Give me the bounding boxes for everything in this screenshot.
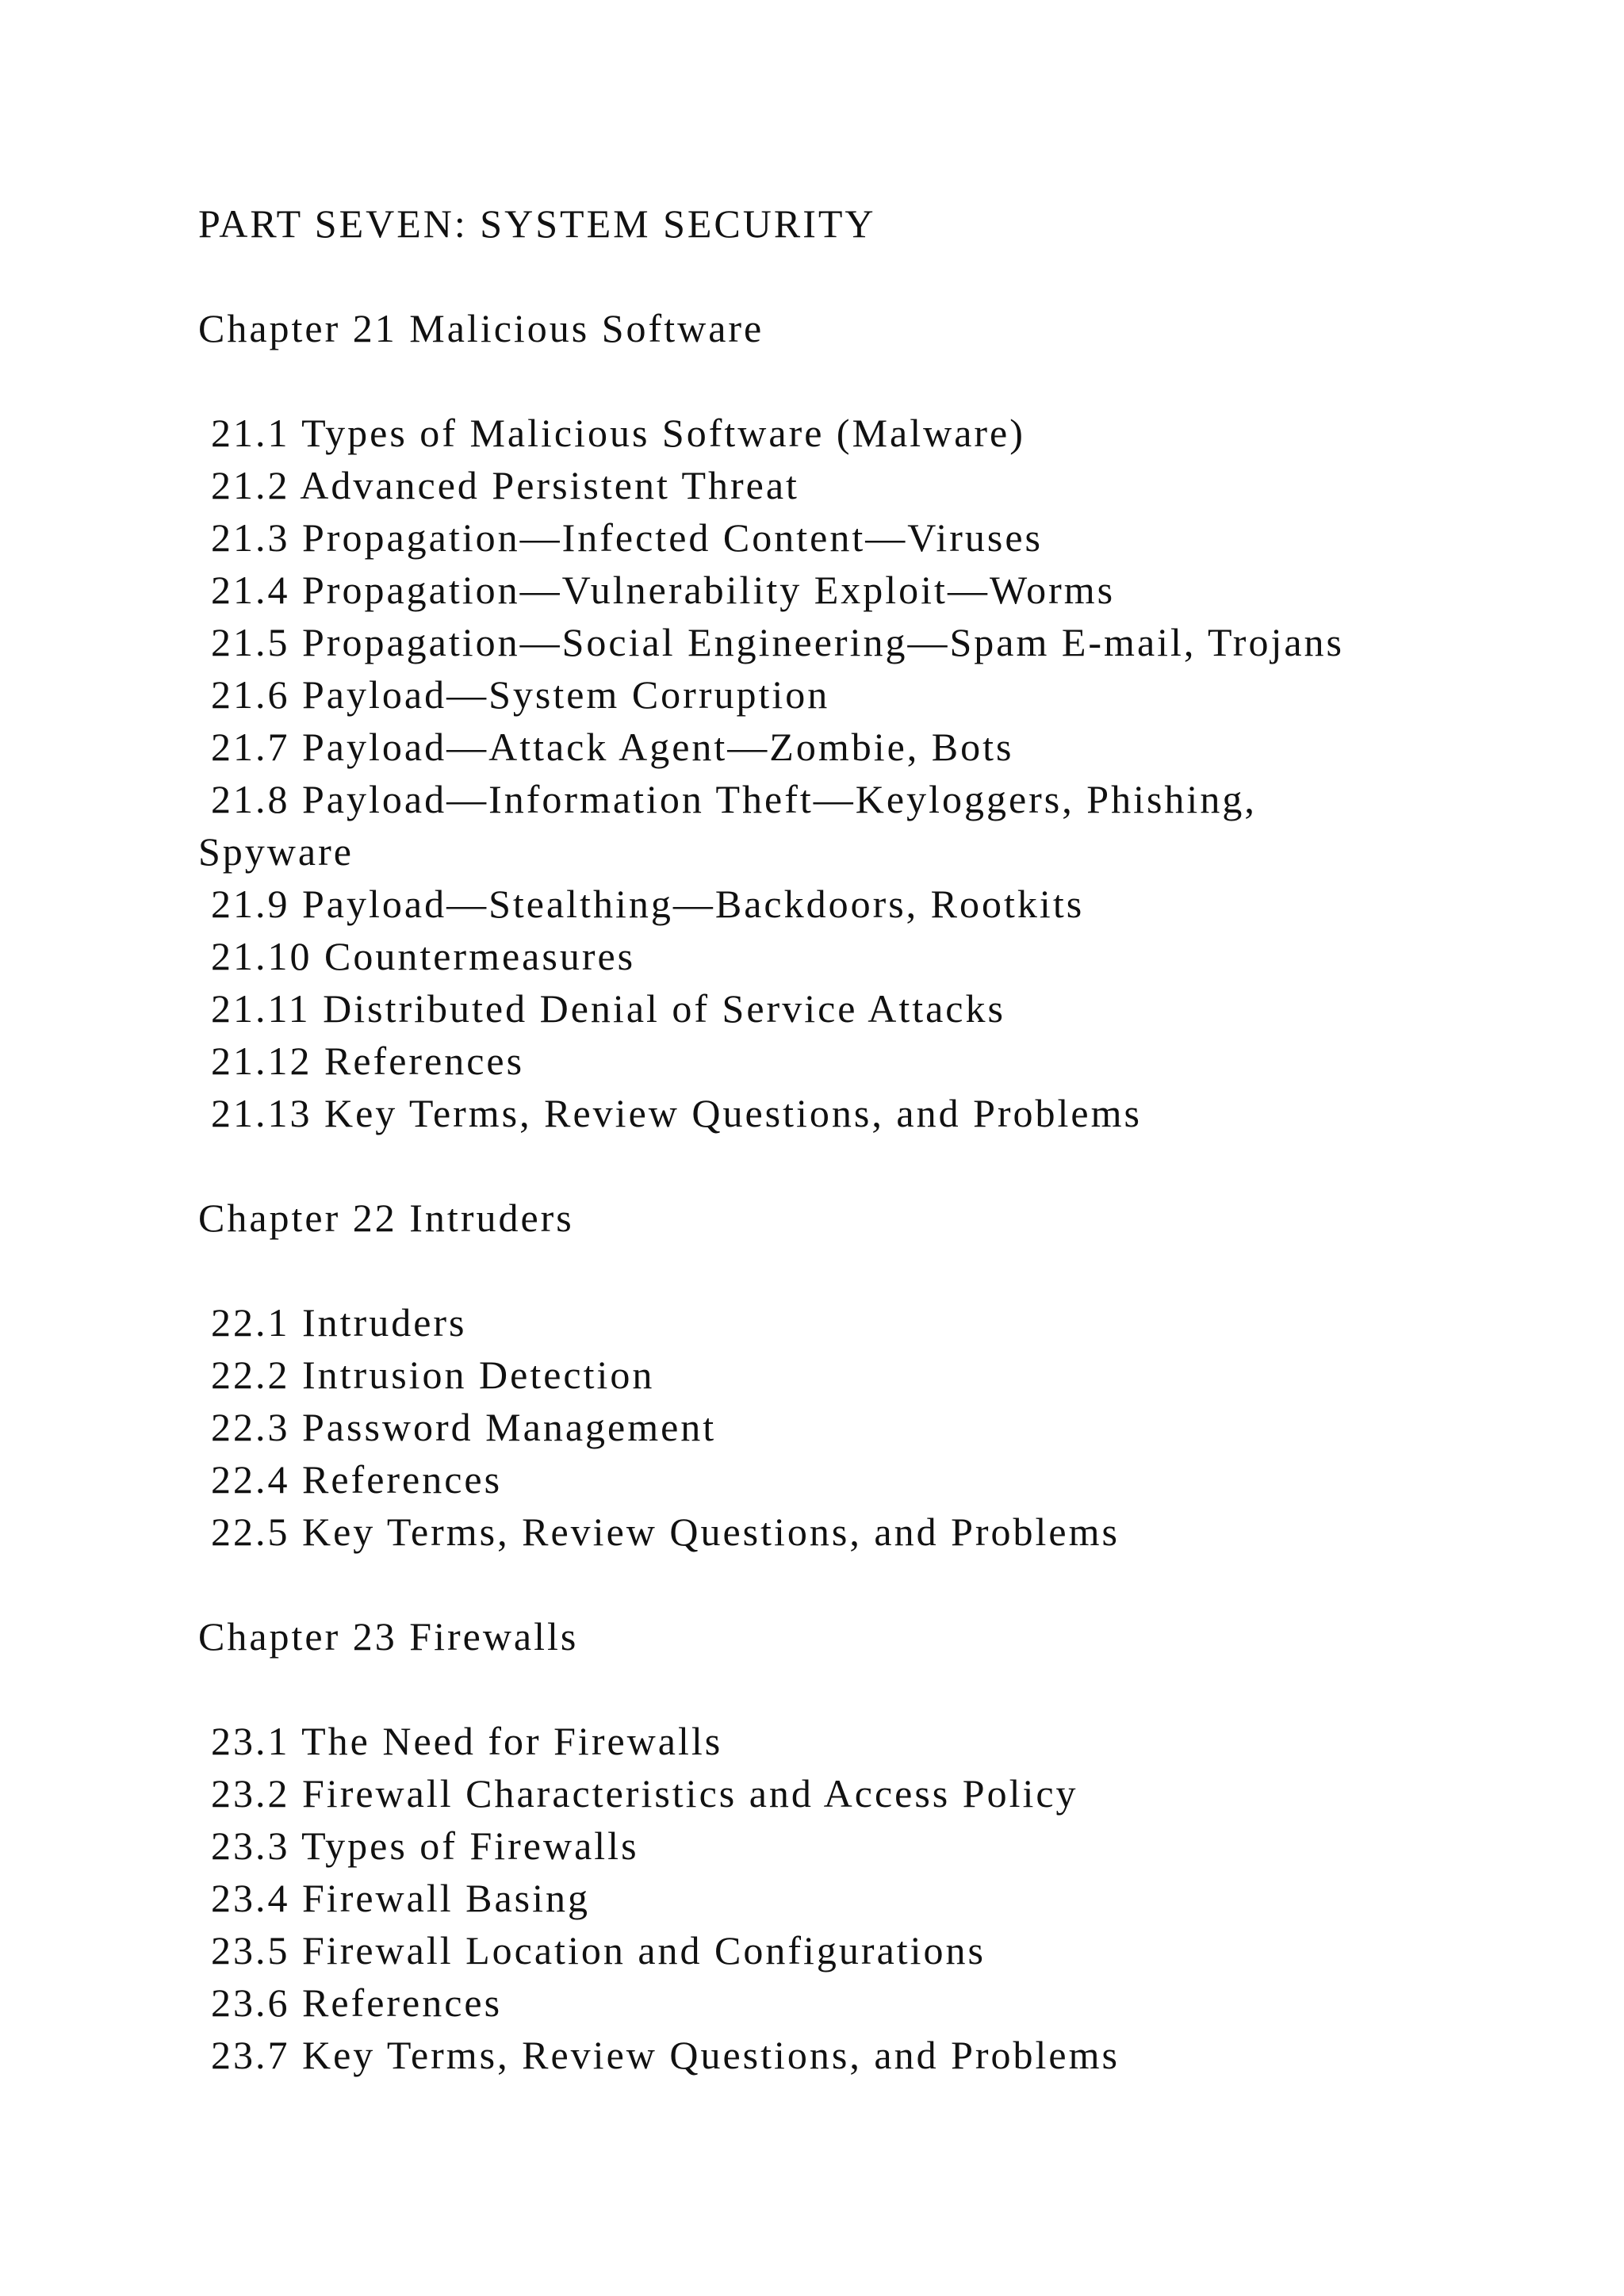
section-21-9: 21.9 Payload—Stealthing—Backdoors, Rootkits [211,882,1085,926]
section-22-3: 22.3 Password Management [211,1405,717,1449]
section-22-1: 22.1 Intruders [211,1300,467,1345]
section-23-2: 23.2 Firewall Characteristics and Access Policy [211,1771,1078,1816]
section-23-4: 23.4 Firewall Basing [211,1876,591,1920]
section-21-4: 21.4 Propagation—Vulnerability Exploit—Worms [211,568,1116,612]
section-21-1: 21.1 Types of Malicious Software (Malware) [211,411,1025,455]
section-21-5: 21.5 Propagation—Social Engineering—Spam E-mail, Trojans [211,620,1344,664]
chapter-23-heading: Chapter 23 Firewalls [198,1614,579,1659]
part-title: PART SEVEN: SYSTEM SECURITY [198,201,876,246]
section-22-2: 22.2 Intrusion Detection [211,1353,655,1397]
chapter-22-heading: Chapter 22 Intruders [198,1196,574,1240]
section-21-7: 21.7 Payload—Attack Agent—Zombie, Bots [211,725,1014,769]
section-21-3: 21.3 Propagation—Infected Content—Viruses [211,515,1043,560]
section-21-10: 21.10 Countermeasures [211,934,636,978]
section-21-8-continued: Spyware [198,829,354,874]
section-23-5: 23.5 Firewall Location and Configurations [211,1928,986,1973]
section-21-6: 21.6 Payload—System Corruption [211,672,830,717]
section-21-2: 21.2 Advanced Persistent Threat [211,463,799,507]
section-22-5: 22.5 Key Terms, Review Questions, and Problems [211,1510,1120,1554]
section-23-6: 23.6 References [211,1980,503,2025]
section-23-7: 23.7 Key Terms, Review Questions, and Problems [211,2033,1120,2077]
chapter-21-heading: Chapter 21 Malicious Software [198,306,764,350]
section-23-3: 23.3 Types of Firewalls [211,1823,639,1868]
section-21-11: 21.11 Distributed Denial of Service Attacks [211,986,1005,1031]
section-21-13: 21.13 Key Terms, Review Questions, and Problems [211,1091,1142,1135]
section-23-1: 23.1 The Need for Firewalls [211,1719,723,1763]
section-21-12: 21.12 References [211,1039,525,1083]
section-22-4: 22.4 References [211,1457,503,1502]
section-21-8: 21.8 Payload—Information Theft—Keyloggers, Phishing, [211,777,1257,821]
